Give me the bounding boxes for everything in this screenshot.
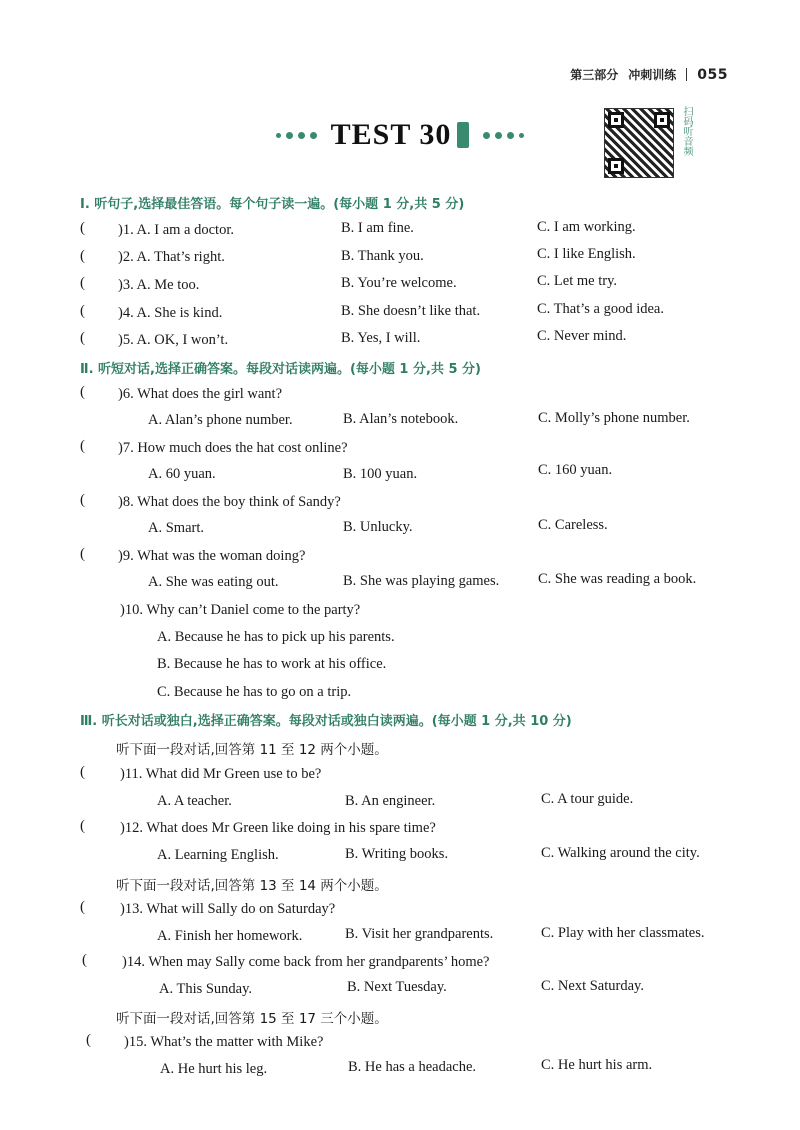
answer-bracket-7[interactable]: ( — [80, 438, 85, 454]
q10-option-a: A. Because he has to pick up his parents. — [157, 629, 395, 645]
q10-stem: )10. Why can’t Daniel come to the party? — [120, 602, 361, 618]
page-number: 055 — [697, 66, 728, 83]
q2-stem: )2. A. That’s right. — [118, 249, 225, 265]
q12-option-b: B. Writing books. — [345, 846, 449, 862]
section-1-heading: Ⅰ. 听句子,选择最佳答语。每个句子读一遍。(每小题 1 分,共 5 分) — [80, 197, 465, 212]
q3-option-c: C. Let me try. — [537, 273, 617, 289]
qr-label: 扫码听音频 — [681, 106, 692, 156]
q9-option-c: C. She was reading a book. — [538, 571, 697, 587]
section-3-heading: Ⅲ. 听长对话或独白,选择正确答案。每段对话或独白读两遍。(每小题 1 分,共 10 分) — [80, 714, 572, 729]
q1-option-b: B. I am fine. — [341, 220, 414, 236]
answer-bracket-8[interactable]: ( — [80, 492, 85, 508]
q9-stem: )9. What was the woman doing? — [118, 548, 306, 564]
q6-option-c: C. Molly’s phone number. — [538, 410, 690, 426]
answer-bracket-1[interactable]: ( — [80, 220, 85, 236]
q15-option-a: A. He hurt his leg. — [160, 1061, 268, 1077]
running-head — [570, 66, 728, 83]
section-label: 冲刺训练 — [628, 68, 677, 82]
q11-stem: )11. What did Mr Green use to be? — [120, 766, 322, 782]
q2-option-b: B. Thank you. — [341, 248, 424, 264]
answer-bracket-9[interactable]: ( — [80, 546, 85, 562]
answer-bracket-11[interactable]: ( — [80, 764, 85, 780]
q7-stem: )7. How much does the hat cost online? — [118, 440, 348, 456]
q8-option-a: A. Smart. — [148, 520, 204, 536]
q15-option-b: B. He has a headache. — [348, 1059, 477, 1075]
q4-stem: )4. A. She is kind. — [118, 305, 223, 321]
right-dots-decoration — [483, 132, 524, 139]
q7-option-c: C. 160 yuan. — [538, 462, 613, 478]
q10-option-b: B. Because he has to work at his office. — [157, 656, 387, 672]
q8-option-b: B. Unlucky. — [343, 519, 413, 535]
answer-bracket-13[interactable]: ( — [80, 899, 85, 915]
q5-option-c: C. Never mind. — [537, 328, 627, 344]
intro-11-12: 听下面一段对话,回答第 11 至 12 两个小题。 — [116, 742, 388, 758]
q3-stem: )3. A. Me too. — [118, 277, 200, 293]
q13-option-a: A. Finish her homework. — [157, 928, 303, 944]
q4-option-c: C. That’s a good idea. — [537, 301, 664, 317]
q10-option-c: C. Because he has to go on a trip. — [157, 684, 352, 700]
q6-stem: )6. What does the girl want? — [118, 386, 283, 402]
q11-option-a: A. A teacher. — [157, 793, 232, 809]
q5-option-b: B. Yes, I will. — [341, 330, 421, 346]
q15-option-c: C. He hurt his arm. — [541, 1057, 653, 1073]
answer-bracket-2[interactable]: ( — [80, 248, 85, 264]
q11-option-b: B. An engineer. — [345, 793, 436, 809]
qr-code-icon[interactable] — [604, 108, 674, 178]
answer-bracket-5[interactable]: ( — [80, 330, 85, 346]
q6-option-b: B. Alan’s notebook. — [343, 411, 459, 427]
q14-option-a: A. This Sunday. — [159, 981, 253, 997]
answer-bracket-6[interactable]: ( — [80, 384, 85, 400]
q9-option-b: B. She was playing games. — [343, 573, 500, 589]
q1-stem: )1. A. I am a doctor. — [118, 222, 234, 238]
answer-bracket-4[interactable]: ( — [80, 303, 85, 319]
q7-option-a: A. 60 yuan. — [148, 466, 216, 482]
answer-bracket-14[interactable]: ( — [82, 952, 87, 968]
divider — [686, 68, 687, 81]
part-label: 第三部分 — [570, 68, 619, 82]
q13-stem: )13. What will Sally do on Saturday? — [120, 901, 336, 917]
intro-13-14: 听下面一段对话,回答第 13 至 14 两个小题。 — [116, 878, 388, 894]
q2-option-c: C. I like English. — [537, 246, 636, 262]
q11-option-c: C. A tour guide. — [541, 791, 634, 807]
q12-option-c: C. Walking around the city. — [541, 845, 700, 861]
answer-bracket-12[interactable]: ( — [80, 818, 85, 834]
q8-option-c: C. Careless. — [538, 517, 608, 533]
q7-option-b: B. 100 yuan. — [343, 466, 418, 482]
q13-option-c: C. Play with her classmates. — [541, 925, 705, 941]
section-2-heading: Ⅱ. 听短对话,选择正确答案。每段对话读两遍。(每小题 1 分,共 5 分) — [80, 362, 481, 377]
q8-stem: )8. What does the boy think of Sandy? — [118, 494, 341, 510]
title-badge-icon — [457, 122, 469, 148]
test-title: TEST 30 — [330, 118, 452, 151]
q1-option-c: C. I am working. — [537, 219, 636, 235]
q3-option-b: B. You’re welcome. — [341, 275, 457, 291]
q9-option-a: A. She was eating out. — [148, 574, 279, 590]
q15-stem: )15. What’s the matter with Mike? — [124, 1034, 324, 1050]
q12-option-a: A. Learning English. — [157, 847, 279, 863]
q4-option-b: B. She doesn’t like that. — [341, 303, 481, 319]
q5-stem: )5. A. OK, I won’t. — [118, 332, 229, 348]
left-dots-decoration — [276, 132, 317, 139]
q12-stem: )12. What does Mr Green like doing in his spare time? — [120, 820, 436, 836]
q14-stem: )14. When may Sally come back from her grandparents’ home? — [122, 954, 490, 970]
answer-bracket-15[interactable]: ( — [86, 1032, 91, 1048]
q13-option-b: B. Visit her grandparents. — [345, 926, 494, 942]
intro-15-17: 听下面一段对话,回答第 15 至 17 三个小题。 — [116, 1011, 388, 1027]
q6-option-a: A. Alan’s phone number. — [148, 412, 293, 428]
answer-bracket-3[interactable]: ( — [80, 275, 85, 291]
q14-option-c: C. Next Saturday. — [541, 978, 644, 994]
q14-option-b: B. Next Tuesday. — [347, 979, 447, 995]
